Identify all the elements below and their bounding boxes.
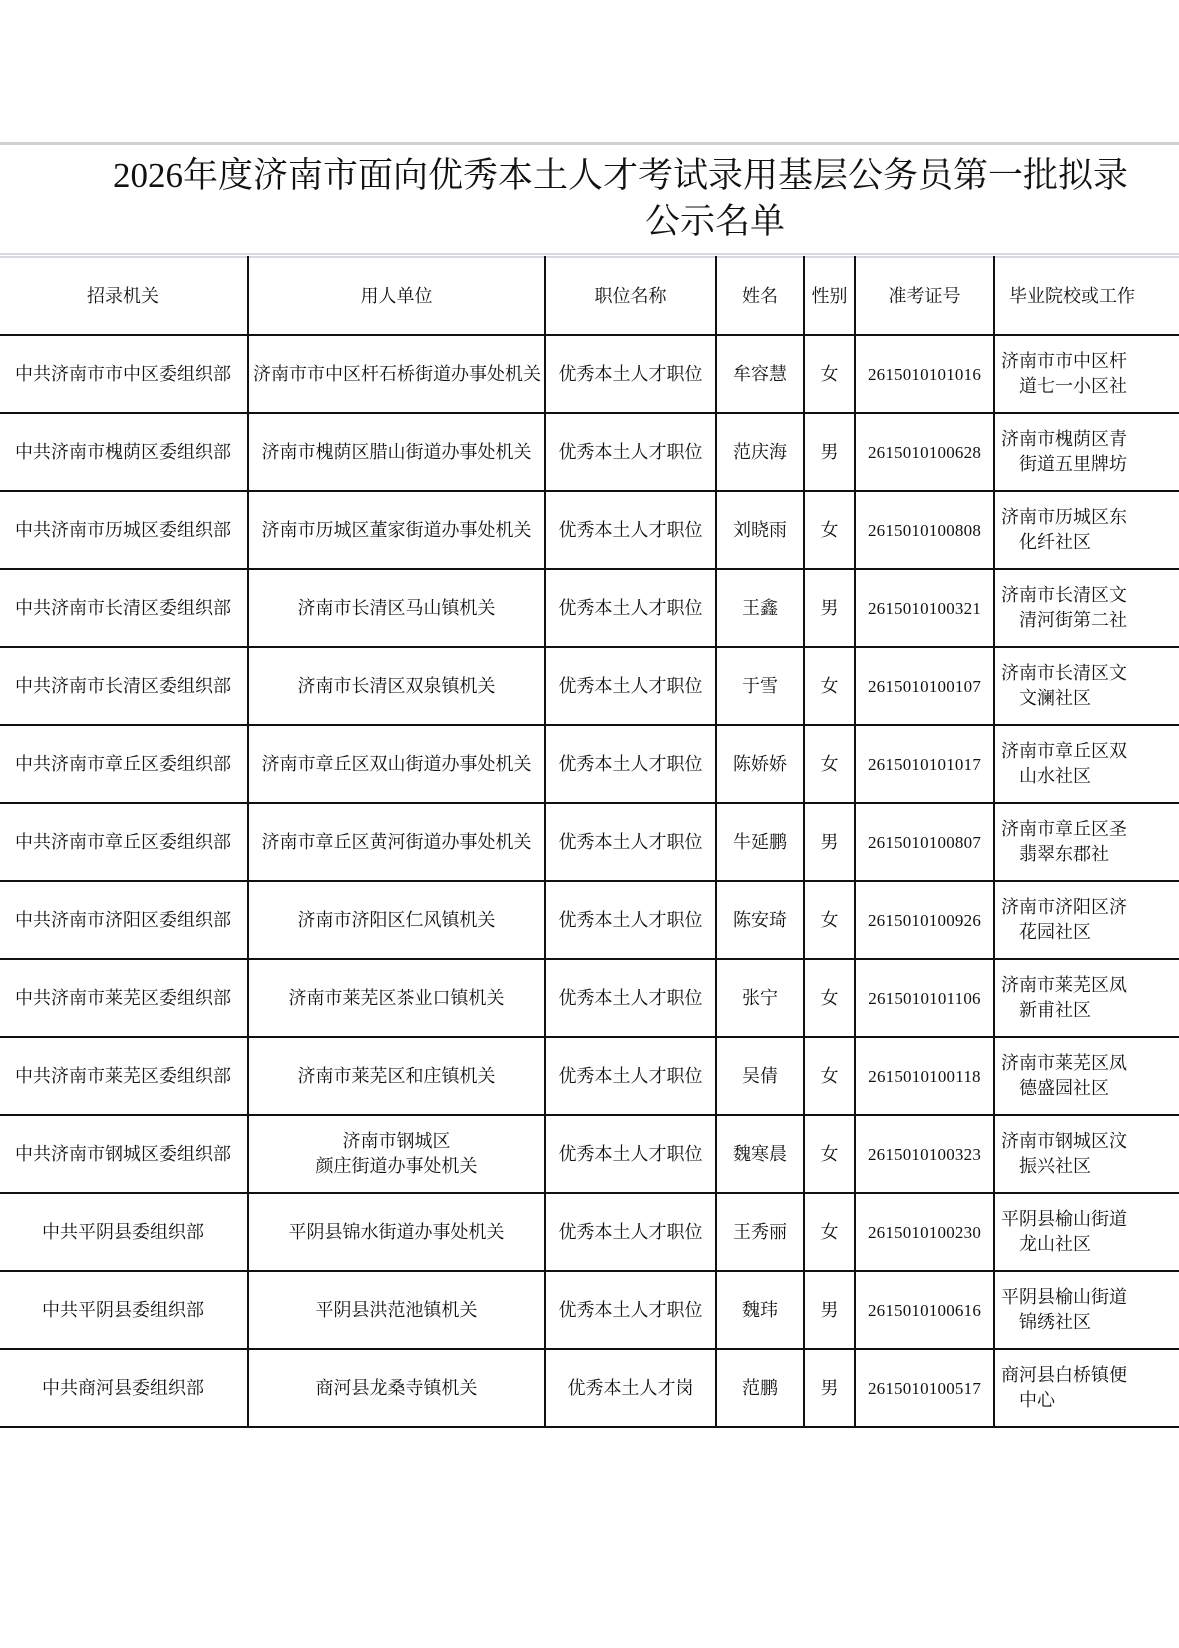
cell-name: 魏寒晨 bbox=[716, 1115, 804, 1193]
table-row bbox=[0, 413, 1179, 491]
document-title bbox=[0, 148, 1179, 248]
cell-agency: 中共济南市槐荫区委组织部 bbox=[0, 413, 248, 491]
cell-name: 陈安琦 bbox=[716, 881, 804, 959]
cell-position: 优秀本土人才职位 bbox=[545, 335, 716, 413]
school-line-1: 济南市济阳区济 bbox=[1001, 897, 1127, 918]
cell-gender: 女 bbox=[804, 959, 855, 1037]
school-line-2: 翡翠东郡社 bbox=[1019, 844, 1109, 865]
header-agency: 招录机关 bbox=[0, 257, 248, 335]
cell-school bbox=[994, 1193, 1179, 1271]
cell-school bbox=[994, 725, 1179, 803]
school-line-1: 济南市莱芜区凤 bbox=[1001, 975, 1127, 996]
cell-school bbox=[994, 335, 1179, 413]
cell-exam-no: 2615010100807 bbox=[855, 803, 994, 881]
school-line-2: 道七一小区社 bbox=[1019, 376, 1127, 397]
cell-unit bbox=[248, 569, 545, 647]
cell-name: 吴倩 bbox=[716, 1037, 804, 1115]
header-name: 姓名 bbox=[716, 257, 804, 335]
roster-table bbox=[0, 256, 1179, 1428]
cell-school bbox=[994, 803, 1179, 881]
unit-line-1: 济南市钢城区 bbox=[342, 1131, 451, 1152]
school-line-1: 济南市长清区文 bbox=[1001, 663, 1127, 684]
page-divider bbox=[0, 142, 1179, 145]
cell-school bbox=[994, 1115, 1179, 1193]
cell-unit bbox=[248, 1115, 545, 1193]
cell-school bbox=[994, 1271, 1179, 1349]
school-line-1: 济南市槐荫区青 bbox=[1001, 429, 1127, 450]
cell-position: 优秀本土人才职位 bbox=[545, 413, 716, 491]
cell-school bbox=[994, 1349, 1179, 1427]
school-line-2: 化纤社区 bbox=[1019, 532, 1091, 553]
cell-gender: 男 bbox=[804, 569, 855, 647]
school-line-1: 济南市钢城区汶 bbox=[1001, 1131, 1127, 1152]
table-row bbox=[0, 1349, 1179, 1427]
header-school: 毕业院校或工作 bbox=[994, 257, 1179, 335]
unit-line-1: 济南市市中区杆石桥街道办事处机关 bbox=[253, 363, 541, 385]
cell-exam-no: 2615010100321 bbox=[855, 569, 994, 647]
cell-unit bbox=[248, 725, 545, 803]
cell-agency: 中共济南市莱芜区委组织部 bbox=[0, 959, 248, 1037]
cell-gender: 女 bbox=[804, 647, 855, 725]
school-line-2: 龙山社区 bbox=[1019, 1234, 1091, 1255]
cell-gender: 男 bbox=[804, 1349, 855, 1427]
cell-school bbox=[994, 647, 1179, 725]
cell-exam-no: 2615010100118 bbox=[855, 1037, 994, 1115]
unit-line-2: 颜庄街道办事处机关 bbox=[315, 1156, 478, 1177]
school-line-1: 济南市市中区杆 bbox=[1001, 351, 1127, 372]
title-line-2: 公示名单 bbox=[644, 202, 785, 241]
cell-unit bbox=[248, 1193, 545, 1271]
cell-name: 范鹏 bbox=[716, 1349, 804, 1427]
cell-unit bbox=[248, 491, 545, 569]
cell-gender: 男 bbox=[804, 413, 855, 491]
school-line-2: 街道五里牌坊 bbox=[1019, 454, 1127, 475]
cell-school bbox=[994, 881, 1179, 959]
cell-exam-no: 2615010101106 bbox=[855, 959, 994, 1037]
header-position: 职位名称 bbox=[545, 257, 716, 335]
cell-unit bbox=[248, 803, 545, 881]
cell-exam-no: 2615010100926 bbox=[855, 881, 994, 959]
cell-agency: 中共济南市章丘区委组织部 bbox=[0, 803, 248, 881]
cell-unit bbox=[248, 413, 545, 491]
cell-name: 牟容慧 bbox=[716, 335, 804, 413]
cell-agency: 中共商河县委组织部 bbox=[0, 1349, 248, 1427]
school-line-2: 德盛园社区 bbox=[1019, 1078, 1109, 1099]
title-line-1: 2026年度济南市面向优秀本土人才考试录用基层公务员第一批拟录 bbox=[113, 156, 1129, 195]
cell-name: 范庆海 bbox=[716, 413, 804, 491]
table-header-row bbox=[0, 257, 1179, 335]
cell-exam-no: 2615010100616 bbox=[855, 1271, 994, 1349]
table-row bbox=[0, 491, 1179, 569]
cell-school bbox=[994, 491, 1179, 569]
cell-exam-no: 2615010100230 bbox=[855, 1193, 994, 1271]
cell-position: 优秀本土人才职位 bbox=[545, 1115, 716, 1193]
school-line-1: 济南市长清区文 bbox=[1001, 585, 1127, 606]
cell-unit bbox=[248, 1037, 545, 1115]
cell-agency: 中共济南市莱芜区委组织部 bbox=[0, 1037, 248, 1115]
table-row bbox=[0, 959, 1179, 1037]
cell-name: 魏玮 bbox=[716, 1271, 804, 1349]
cell-gender: 女 bbox=[804, 1193, 855, 1271]
cell-unit bbox=[248, 959, 545, 1037]
school-line-2: 清河街第二社 bbox=[1019, 610, 1127, 631]
table-row bbox=[0, 803, 1179, 881]
cell-gender: 女 bbox=[804, 335, 855, 413]
table-row bbox=[0, 569, 1179, 647]
cell-exam-no: 2615010101017 bbox=[855, 725, 994, 803]
cell-exam-no: 2615010100517 bbox=[855, 1349, 994, 1427]
school-line-2: 文澜社区 bbox=[1019, 688, 1091, 709]
school-line-2: 中心 bbox=[1019, 1390, 1055, 1411]
cell-exam-no: 2615010100808 bbox=[855, 491, 994, 569]
table-row bbox=[0, 725, 1179, 803]
cell-agency: 中共济南市市中区委组织部 bbox=[0, 335, 248, 413]
unit-line-1: 济南市章丘区黄河街道办事处机关 bbox=[261, 831, 532, 853]
header-unit: 用人单位 bbox=[248, 257, 545, 335]
cell-position: 优秀本土人才职位 bbox=[545, 1037, 716, 1115]
cell-position: 优秀本土人才职位 bbox=[545, 569, 716, 647]
cell-gender: 女 bbox=[804, 881, 855, 959]
cell-exam-no: 2615010101016 bbox=[855, 335, 994, 413]
school-line-2: 振兴社区 bbox=[1019, 1156, 1091, 1177]
cell-unit bbox=[248, 335, 545, 413]
unit-line-1: 济南市历城区董家街道办事处机关 bbox=[261, 519, 532, 541]
cell-agency: 中共济南市长清区委组织部 bbox=[0, 569, 248, 647]
unit-line-1: 济南市长清区双泉镇机关 bbox=[297, 675, 496, 697]
cell-unit bbox=[248, 1349, 545, 1427]
cell-position: 优秀本土人才岗 bbox=[545, 1349, 716, 1427]
cell-name: 张宁 bbox=[716, 959, 804, 1037]
cell-position: 优秀本土人才职位 bbox=[545, 647, 716, 725]
cell-gender: 女 bbox=[804, 491, 855, 569]
cell-position: 优秀本土人才职位 bbox=[545, 491, 716, 569]
cell-exam-no: 2615010100628 bbox=[855, 413, 994, 491]
cell-exam-no: 2615010100323 bbox=[855, 1115, 994, 1193]
cell-gender: 女 bbox=[804, 1037, 855, 1115]
school-line-1: 济南市历城区东 bbox=[1001, 507, 1127, 528]
cell-position: 优秀本土人才职位 bbox=[545, 959, 716, 1037]
school-line-2: 花园社区 bbox=[1019, 922, 1091, 943]
school-line-2: 新甫社区 bbox=[1019, 1000, 1091, 1021]
cell-name: 刘晓雨 bbox=[716, 491, 804, 569]
cell-exam-no: 2615010100107 bbox=[855, 647, 994, 725]
cell-position: 优秀本土人才职位 bbox=[545, 881, 716, 959]
unit-line-1: 商河县龙桑寺镇机关 bbox=[315, 1377, 478, 1399]
cell-gender: 女 bbox=[804, 1115, 855, 1193]
unit-line-1: 平阴县锦水街道办事处机关 bbox=[288, 1221, 505, 1243]
school-line-1: 济南市章丘区双 bbox=[1001, 741, 1127, 762]
cell-agency: 中共平阴县委组织部 bbox=[0, 1193, 248, 1271]
cell-agency: 中共济南市钢城区委组织部 bbox=[0, 1115, 248, 1193]
table-row bbox=[0, 1037, 1179, 1115]
cell-name: 于雪 bbox=[716, 647, 804, 725]
table-row bbox=[0, 1193, 1179, 1271]
cell-agency: 中共济南市历城区委组织部 bbox=[0, 491, 248, 569]
school-line-2: 锦绣社区 bbox=[1019, 1312, 1091, 1333]
roster-table-container bbox=[0, 256, 1179, 1428]
cell-unit bbox=[248, 647, 545, 725]
cell-school bbox=[994, 569, 1179, 647]
cell-gender: 男 bbox=[804, 1271, 855, 1349]
cell-agency: 中共济南市章丘区委组织部 bbox=[0, 725, 248, 803]
unit-line-1: 济南市槐荫区腊山街道办事处机关 bbox=[261, 441, 532, 463]
cell-position: 优秀本土人才职位 bbox=[545, 1193, 716, 1271]
cell-position: 优秀本土人才职位 bbox=[545, 725, 716, 803]
unit-line-1: 平阴县洪范池镇机关 bbox=[315, 1299, 478, 1321]
cell-unit bbox=[248, 881, 545, 959]
school-line-2: 山水社区 bbox=[1019, 766, 1091, 787]
cell-agency: 中共平阴县委组织部 bbox=[0, 1271, 248, 1349]
cell-name: 陈娇娇 bbox=[716, 725, 804, 803]
table-row bbox=[0, 1115, 1179, 1193]
cell-name: 王鑫 bbox=[716, 569, 804, 647]
table-row bbox=[0, 335, 1179, 413]
unit-line-1: 济南市济阳区仁风镇机关 bbox=[297, 909, 496, 931]
cell-agency: 中共济南市长清区委组织部 bbox=[0, 647, 248, 725]
unit-line-1: 济南市莱芜区和庄镇机关 bbox=[297, 1065, 496, 1087]
cell-school bbox=[994, 1037, 1179, 1115]
table-row bbox=[0, 881, 1179, 959]
title-rule bbox=[0, 253, 1179, 255]
header-exam-no: 准考证号 bbox=[855, 257, 994, 335]
cell-position: 优秀本土人才职位 bbox=[545, 1271, 716, 1349]
cell-unit bbox=[248, 1271, 545, 1349]
school-line-1: 平阴县榆山街道 bbox=[1001, 1287, 1127, 1308]
school-line-1: 平阴县榆山街道 bbox=[1001, 1209, 1127, 1230]
school-line-1: 商河县白桥镇便 bbox=[1001, 1365, 1127, 1386]
cell-gender: 男 bbox=[804, 803, 855, 881]
school-line-1: 济南市章丘区圣 bbox=[1001, 819, 1127, 840]
unit-line-1: 济南市莱芜区茶业口镇机关 bbox=[288, 987, 505, 1009]
cell-agency: 中共济南市济阳区委组织部 bbox=[0, 881, 248, 959]
table-row bbox=[0, 1271, 1179, 1349]
school-line-1: 济南市莱芜区凤 bbox=[1001, 1053, 1127, 1074]
cell-school bbox=[994, 413, 1179, 491]
header-gender: 性别 bbox=[804, 257, 855, 335]
cell-school bbox=[994, 959, 1179, 1037]
unit-line-1: 济南市章丘区双山街道办事处机关 bbox=[261, 753, 532, 775]
cell-name: 王秀丽 bbox=[716, 1193, 804, 1271]
cell-gender: 女 bbox=[804, 725, 855, 803]
cell-position: 优秀本土人才职位 bbox=[545, 803, 716, 881]
unit-line-1: 济南市长清区马山镇机关 bbox=[297, 597, 496, 619]
cell-name: 牛延鹏 bbox=[716, 803, 804, 881]
table-row bbox=[0, 647, 1179, 725]
